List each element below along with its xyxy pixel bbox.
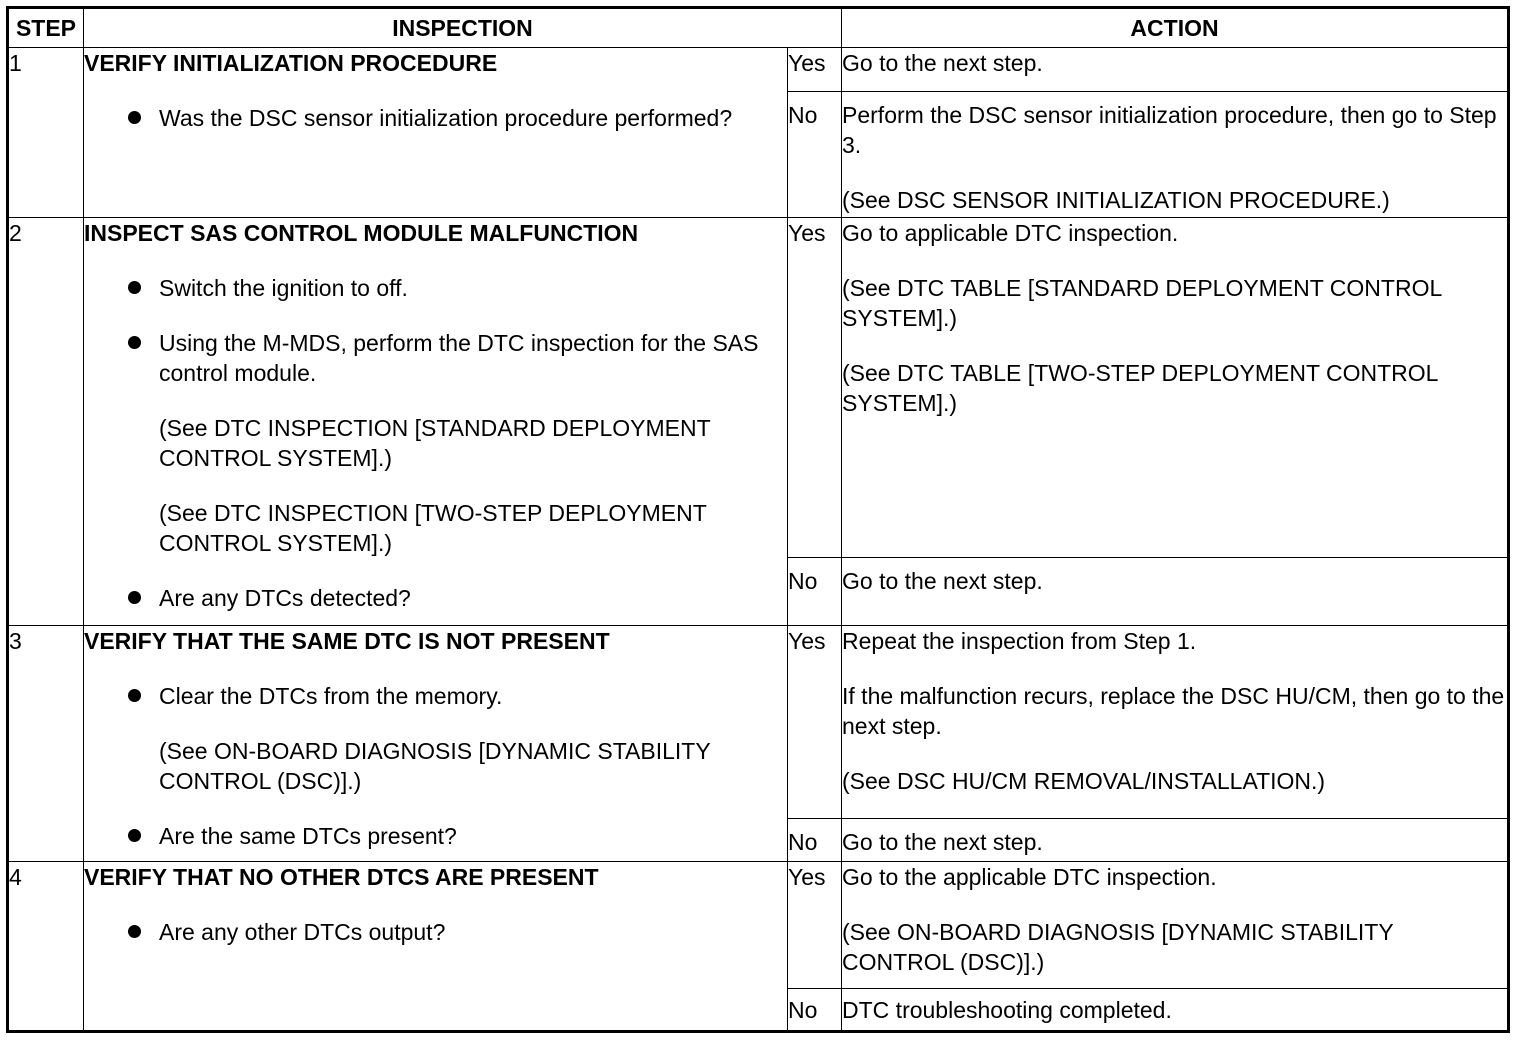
action-reference: (See DSC SENSOR INITIALIZATION PROCEDURE.) <box>842 187 1390 213</box>
step-4-yes-row <box>8 862 1509 989</box>
no-action <box>842 819 1509 862</box>
header-step: STEP <box>8 8 84 48</box>
step-title: INSPECT SAS CONTROL MODULE MALFUNCTION <box>84 220 639 246</box>
yes-label: Yes <box>788 218 842 558</box>
yes-action <box>842 862 1509 989</box>
no-label: No <box>788 989 842 1032</box>
inspection-item <box>84 328 787 388</box>
no-label: No <box>788 819 842 862</box>
action-text: Go to the next step. <box>842 829 1043 855</box>
step-number: 1 <box>8 48 84 218</box>
step-2-yes-row <box>8 218 1509 558</box>
bullet-icon <box>128 925 141 938</box>
dtc-troubleshooting-table <box>6 6 1510 1033</box>
action-text: Go to the next step. <box>842 568 1043 594</box>
inspection-item <box>84 103 787 133</box>
action-reference: (See DSC HU/CM REMOVAL/INSTALLATION.) <box>842 768 1326 794</box>
inspection-item-text: Was the DSC sensor initialization procedure performed? <box>159 105 733 131</box>
action-text: Perform the DSC sensor initialization procedure, then go to Step 3. <box>842 102 1497 158</box>
step-1-yes-row <box>8 48 1509 92</box>
inspection-item <box>84 583 787 613</box>
step-3-inspection <box>84 626 788 862</box>
step-number: 4 <box>8 862 84 1032</box>
step-number: 3 <box>8 626 84 862</box>
yes-label: Yes <box>788 626 842 819</box>
no-label: No <box>788 558 842 626</box>
no-action <box>842 989 1509 1032</box>
yes-label: Yes <box>788 862 842 989</box>
action-reference: (See DTC TABLE [STANDARD DEPLOYMENT CONTROL SYSTEM].) <box>842 275 1442 331</box>
header-row <box>8 8 1509 48</box>
inspection-item <box>84 821 787 851</box>
no-action <box>842 558 1509 626</box>
inspection-item-text: Using the M-MDS, perform the DTC inspection for the SAS control module. <box>159 330 759 386</box>
action-text: Go to the next step. <box>842 50 1043 76</box>
step-3-yes-row <box>8 626 1509 819</box>
step-4-inspection <box>84 862 788 1032</box>
inspection-item <box>84 273 787 303</box>
action-text: Go to applicable DTC inspection. <box>842 220 1179 246</box>
inspection-reference: (See ON-BOARD DIAGNOSIS [DYNAMIC STABILITY CONTROL (DSC)].) <box>159 738 711 794</box>
action-text: DTC troubleshooting completed. <box>842 997 1172 1023</box>
inspection-item-text: Are any DTCs detected? <box>159 585 411 611</box>
no-action <box>842 92 1509 218</box>
bullet-icon <box>128 111 141 124</box>
inspection-reference: (See DTC INSPECTION [TWO-STEP DEPLOYMENT CONTROL SYSTEM].) <box>159 500 707 556</box>
yes-action <box>842 218 1509 558</box>
action-text: Go to the applicable DTC inspection. <box>842 864 1217 890</box>
action-text: If the malfunction recurs, replace the DSC HU/CM, then go to the next step. <box>842 683 1505 739</box>
yes-label: Yes <box>788 48 842 92</box>
step-2-inspection <box>84 218 788 626</box>
action-text: Repeat the inspection from Step 1. <box>842 628 1197 654</box>
bullet-icon <box>128 829 141 842</box>
inspection-reference: (See DTC INSPECTION [STANDARD DEPLOYMENT CONTROL SYSTEM].) <box>159 415 711 471</box>
step-title: VERIFY INITIALIZATION PROCEDURE <box>84 50 498 76</box>
header-action: ACTION <box>842 8 1509 48</box>
inspection-item-text: Clear the DTCs from the memory. <box>159 683 503 709</box>
inspection-item-text: Are any other DTCs output? <box>159 919 446 945</box>
bullet-icon <box>128 281 141 294</box>
step-title: VERIFY THAT THE SAME DTC IS NOT PRESENT <box>84 628 610 654</box>
step-title: VERIFY THAT NO OTHER DTCS ARE PRESENT <box>84 864 599 890</box>
step-number: 2 <box>8 218 84 626</box>
bullet-icon <box>128 591 141 604</box>
step-1-inspection <box>84 48 788 218</box>
yes-action <box>842 626 1509 819</box>
bullet-icon <box>128 336 141 349</box>
yes-action <box>842 48 1509 92</box>
inspection-item <box>84 917 787 947</box>
action-reference: (See DTC TABLE [TWO-STEP DEPLOYMENT CONTROL SYSTEM].) <box>842 360 1438 416</box>
inspection-item-text: Switch the ignition to off. <box>159 275 408 301</box>
inspection-item <box>84 681 787 711</box>
no-label: No <box>788 92 842 218</box>
header-inspection: INSPECTION <box>84 8 842 48</box>
bullet-icon <box>128 689 141 702</box>
action-reference: (See ON-BOARD DIAGNOSIS [DYNAMIC STABILITY CONTROL (DSC)].) <box>842 919 1394 975</box>
inspection-item-text: Are the same DTCs present? <box>159 823 457 849</box>
